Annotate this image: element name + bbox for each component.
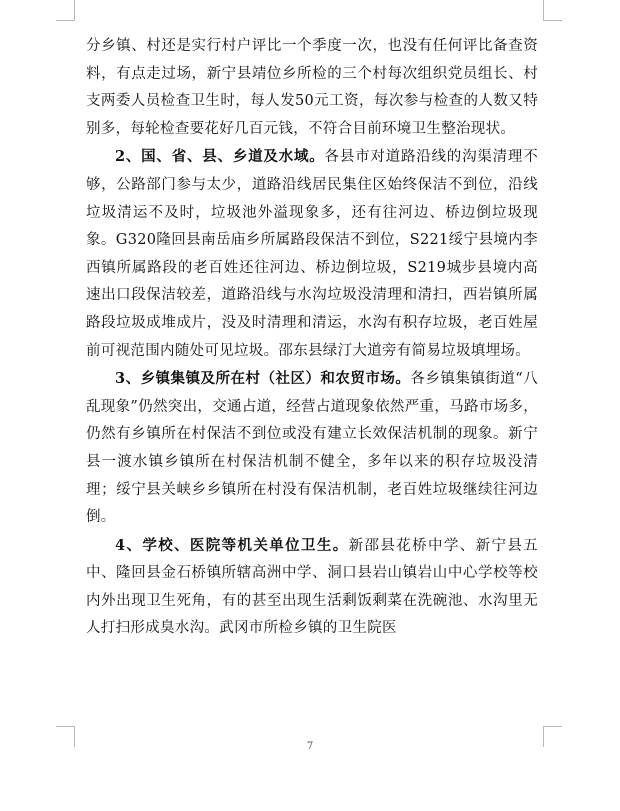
paragraph-intro-continued: 分乡镇、村还是实行村户评比一个季度一次，也没有任何评比备查资料，有点走过场，新宁县靖位乡所检的三个村每次组织党员组长、村支两委人员检查卫生时，每人发50元工资，每次参与检查的人数又特别多，每轮检查要花好几百元钱，不符合目前环境卫生整治现状。 <box>86 38 538 137</box>
section-3-body: 各乡镇集镇街道“八乱现象”仍然突出，交通占道，经营占道现象依然严重，马路市场多，仍然有乡镇所在村保洁不到位或没有建立长效保洁机制的现象。新宁县一渡水镇乡镇所在村保洁机制不健全，多年以来的积存垃圾没清理；绥宁县关峡乡乡镇所在村没有保洁机制，老百姓垃圾继续往河边倒。 <box>86 371 538 526</box>
paragraph-section-4 <box>86 532 538 643</box>
paragraph-section-2 <box>86 143 538 365</box>
crop-mark-top-left <box>56 0 75 21</box>
section-2-heading: 2、国、省、县、乡道及水域。 <box>115 148 325 166</box>
section-3-heading: 3、乡镇集镇及所在村（社区）和农贸市场。 <box>115 370 411 388</box>
crop-mark-top-right <box>543 0 562 21</box>
section-4-body: 新邵县花桥中学、新宁县五中、隆回县金石桥镇所辖高洲中学、洞口县岩山镇岩山中心学校等校内外出现卫生死角，有的甚至出现生活剩饭剩菜在洗碗池、水沟里无人打扫形成臭水沟。武冈市所检乡镇的卫生院医 <box>86 537 538 637</box>
page-number: 7 <box>306 741 314 752</box>
paragraph-section-3 <box>86 365 538 532</box>
document-body <box>86 33 538 643</box>
section-4-heading: 4、学校、医院等机关单位卫生。 <box>115 536 349 554</box>
section-2-body: 各县市对道路沿线的沟渠清理不够，公路部门参与太少，道路沿线居民集住区始终保洁不到位，沿线垃圾清运不及时，垃圾池外溢现象多，还有往河边、桥边倒垃圾现象。G320隆回县南岳庙乡所属路段保洁不到位，S221绥宁县境内李西镇所属路段的老百姓还往河边、桥边倒垃圾，S219城步县境内高速出口段保洁较差，道路沿线与水沟垃圾没清理和清扫，西岩镇所属路段垃圾成堆成片，没及时清理和清运，水沟有积存垃圾，老百姓屋前可视范围内随处可见垃圾。邵东县绿汀大道旁有简易垃圾填埋场。 <box>86 149 538 359</box>
